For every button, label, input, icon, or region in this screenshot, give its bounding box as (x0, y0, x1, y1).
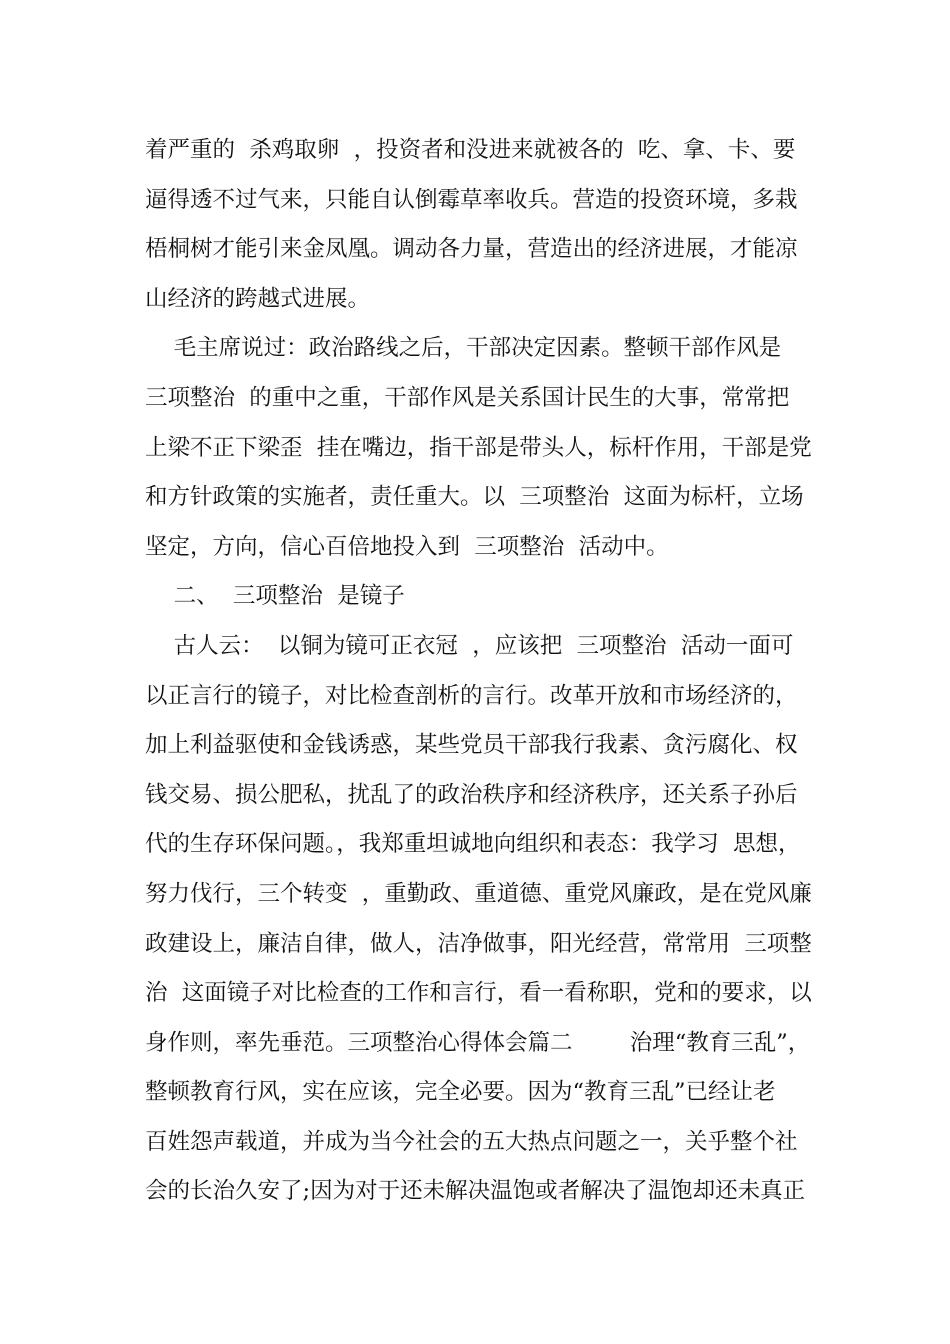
text-line-3: 梧桐树才能引来金凤凰。调动各力量，营造出的经济进展，才能凉 (145, 236, 798, 263)
text-line-13: 加上利益驱使和金钱诱惑，某些党员干部我行我素、贪污腐化、权 (145, 732, 798, 759)
body-text (145, 126, 815, 1217)
text-line-9: 坚定，方向，信心百倍地投入到 三项整治 活动中。 (145, 533, 669, 560)
text-line-11: 古人云： 以铜为镜可正衣冠 ，应该把 三项整治 活动一面可 (145, 632, 794, 659)
text-line-7: 上梁不正下梁歪 挂在嘴边，指干部是带头人，标杆作用，干部是党 (145, 434, 812, 461)
text-line-21: 百姓怨声载道，并成为当今社会的五大热点问题之一，关乎整个社 (145, 1128, 798, 1155)
text-line-6: 三项整治 的重中之重，干部作风是关系国计民生的大事，常常把 (145, 384, 790, 411)
text-line-20: 整顿教育行风，实在应该，完全必要。因为“教育三乱”已经让老 (145, 1079, 776, 1106)
text-line-8: 和方针政策的实施者，责任重大。以 三项整治 这面为标杆，立场 (145, 484, 804, 511)
text-line-16: 努力伐行，三个转变 ，重勤政、重道德、重党风廉政，是在党风廉 (145, 880, 812, 907)
text-line-1: 着严重的 杀鸡取卵 ，投资者和没进来就被各的 吃、拿、卡、要 (145, 137, 796, 163)
text-line-22: 会的长治久安了;因为对于还未解决温饱或者解决了温饱却还未真正 (145, 1178, 806, 1205)
text-line-18: 治 这面镜子对比检查的工作和言行，看一看称职，党和的要求，以 (145, 980, 812, 1007)
text-line-19: 身作则，率先垂范。三项整治心得体会篇二 治理“教育三乱”， (145, 1029, 811, 1056)
section-heading: 二、 三项整治 是镜子 (145, 583, 405, 610)
text-line-2: 逼得透不过气来，只能自认倒霉草率收兵。营造的投资环境，多栽 (145, 186, 798, 213)
text-line-12: 以正言行的镜子，对比检查剖析的言行。改革开放和市场经济的， (145, 682, 798, 709)
text-line-5: 毛主席说过：政治路线之后，干部决定因素。整顿干部作风是 (145, 335, 782, 362)
text-line-15: 代的生存环保问题。，我郑重坦诚地向组织和表态：我学习 思想， (145, 831, 801, 858)
text-line-14: 钱交易、损公肥私，扰乱了的政治秩序和经济秩序，还关系子孙后 (145, 781, 798, 808)
text-line-17: 政建设上，廉洁自律，做人，洁净做事，阳光经营，常常用 三项整 (145, 930, 812, 957)
text-line-4: 山经济的跨越式进展。 (145, 285, 371, 312)
